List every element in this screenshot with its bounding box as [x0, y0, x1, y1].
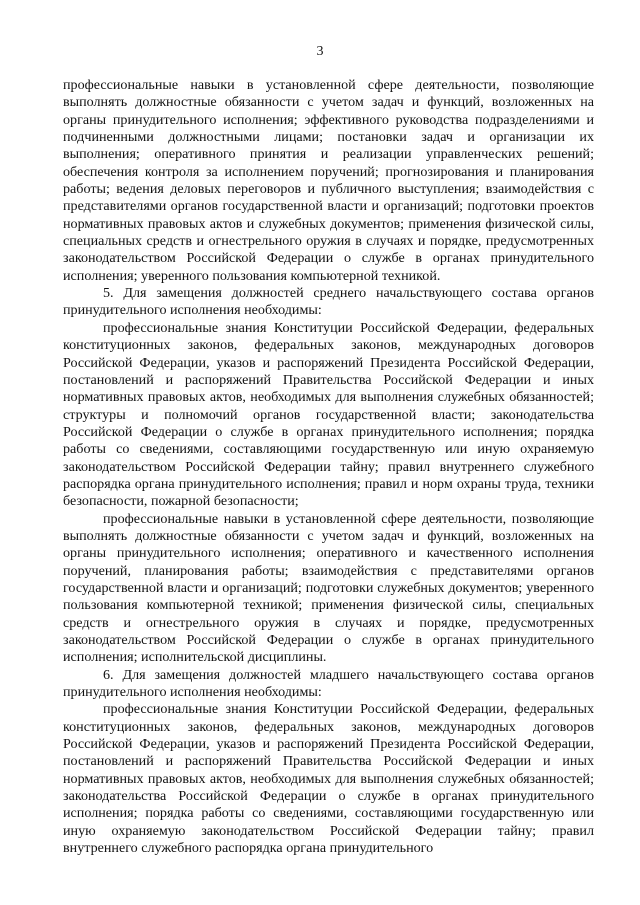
paragraph-skills-senior: профессиональные навыки в установленной сфере деятельности, позволяющие выполнять должностные обязанности с учетом задач и функций, возложенных на органы принудительного исполнения; эффективного руководства подразделениями и подчиненными должностными лицами; постановки задач и организации их выполнения; оперативного принятия и реализации управленческих решений; обеспечения контроля за исполнением поручений; прогнозирования и планирования работы; ведения деловых переговоров и публичного выступления; взаимодействия с представителями органов государственной власти и организаций; подготовки проектов нормативных правовых актов и служебных документов; применения физической силы, специальных средств и огнестрельного оружия в случаях и порядке, предусмотренных законодательством Российской Федерации о службе в органах принудительного исполнения; уверенного пользования компьютерной техникой. [63, 77, 594, 284]
document-body [63, 77, 594, 857]
paragraph-section-6: 6. Для замещения должностей младшего начальствующего состава органов принудительного исполнения необходимы: [63, 666, 594, 701]
paragraph-section-5: 5. Для замещения должностей среднего начальствующего состава органов принудительного исполнения необходимы: [63, 285, 594, 319]
paragraph-skills-middle: профессиональные навыки в установленной сфере деятельности, позволяющие выполнять должностные обязанности с учетом задач и функций, возложенных на органы принудительного исполнения; оперативного и качественного исполнения поручений, планирования работы; взаимодействия с представителями органов государственной власти и организаций; подготовки служебных документов; уверенного пользования компьютерной техникой; применения физической силы, специальных средств и огнестрельного оружия в случаях и порядке, предусмотренных законодательством Российской Федерации о службе в органах принудительного исполнения; исполнительской дисциплины. [63, 510, 594, 666]
paragraph-knowledge-junior: профессиональные знания Конституции Российской Федерации, федеральных конституционных законов, федеральных законов, международных договоров Российской Федерации, указов и распоряжений Президента Российской Федерации, постановлений и распоряжений Правительства Российской Федерации и иных нормативных правовых актов, необходимых для выполнения служебных обязанностей; законодательства Российской Федерации о службе в органах принудительного исполнения; порядка работы со сведениями, составляющими государственную или иную охраняемую законодательством Российской Федерации тайну; правил внутреннего служебного распорядка органа принудительного [63, 701, 594, 857]
paragraph-knowledge-middle: профессиональные знания Конституции Российской Федерации, федеральных конституционных законов, федеральных законов, международных договоров Российской Федерации, указов и распоряжений Президента Российской Федерации, постановлений и распоряжений Правительства Российской Федерации и иных нормативных правовых актов, необходимых для выполнения служебных обязанностей; структуры и полномочий органов государственной власти; законодательства Российской Федерации о службе в органах принудительного исполнения; порядка работы со сведениями, составляющими государственную или иную охраняемую законодательством Российской Федерации тайну; правил внутреннего служебного распорядка органа принудительного исполнения; правил и норм охраны труда, техники безопасности, пожарной безопасности; [63, 319, 594, 510]
page-number: 3 [316, 44, 324, 59]
